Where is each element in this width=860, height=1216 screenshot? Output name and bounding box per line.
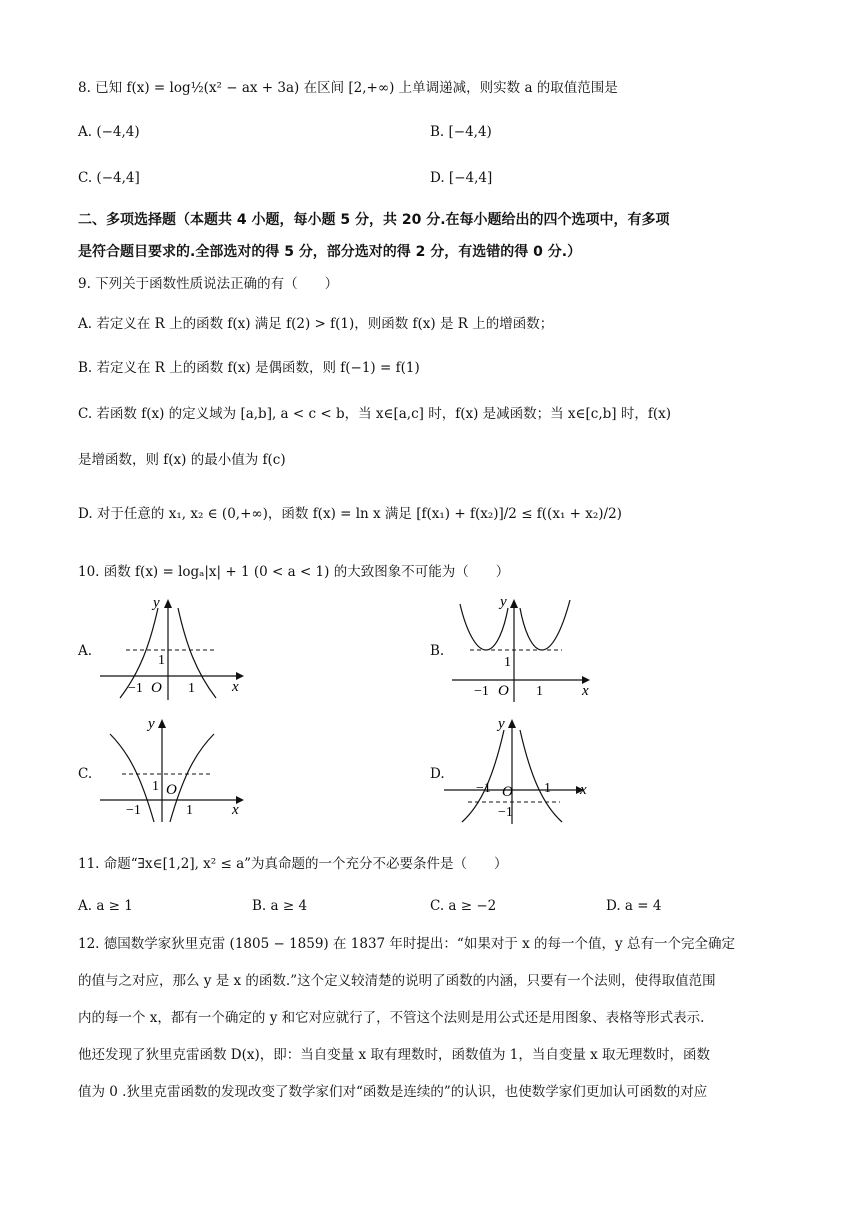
- y-axis-label: y: [153, 595, 160, 611]
- q9-option-d: D. 对于任意的 x₁, x₂ ∈ (0,+∞)，函数 f(x) = ln x 满足 [f(x₁) + f(x₂)]/2 ≤ f((x₁ + x₂)/2): [78, 506, 622, 522]
- q12-line1: 12. 德国数学家狄里克雷 (1805 − 1859) 在 1837 年时提出：“如果对于 x 的每一个值，y 总有一个完全确定: [78, 936, 735, 952]
- q12-line2: 的值与之对应，那么 y 是 x 的函数.”这个定义较清楚的说明了函数的内涵，只要有一个法则，使得取值范围: [78, 973, 716, 989]
- q10-stem: 10. 函数 f(x) = logₐ|x| + 1 (0 < a < 1) 的大致图象不可能为（ ）: [78, 564, 510, 580]
- q9-option-a: A. 若定义在 R 上的函数 f(x) 满足 f(2) > f(1)，则函数 f(x) 是 R 上的增函数；: [78, 316, 554, 332]
- q9-stem: 9. 下列关于函数性质说法正确的有（ ）: [78, 276, 339, 292]
- q8-stem: 8. 已知 f(x) = log½(x² − ax + 3a) 在区间 [2,+∞) 上单调递减，则实数 a 的取值范围是: [78, 80, 618, 96]
- svg-text:1: 1: [158, 653, 165, 668]
- svg-text:1: 1: [186, 803, 193, 818]
- q8-option-d: D. [−4,4]: [430, 170, 493, 186]
- svg-text:1: 1: [536, 684, 543, 699]
- q9-option-c-line1: C. 若函数 f(x) 的定义域为 [a,b], a < c < b，当 x∈[a,c] 时，f(x) 是减函数；当 x∈[c,b] 时，f(x): [78, 406, 672, 422]
- q10-graph-d: [440, 714, 600, 824]
- svg-text:x: x: [582, 683, 589, 699]
- svg-text:1: 1: [188, 681, 195, 696]
- q10-graph-b: [448, 594, 608, 704]
- svg-text:−1: −1: [498, 805, 513, 820]
- q9-option-c-line2: 是增函数，则 f(x) 的最小值为 f(c): [78, 452, 286, 468]
- q10-graph-c: [96, 714, 256, 824]
- svg-text:O: O: [166, 782, 177, 798]
- svg-text:O: O: [151, 680, 162, 696]
- svg-text:−1: −1: [126, 803, 141, 818]
- q12-line3: 内的每一个 x，都有一个确定的 y 和它对应就行了，不管这个法则是用公式还是用图象、表格等形式表示.: [78, 1010, 705, 1026]
- svg-text:−1: −1: [128, 681, 143, 696]
- q11-option-d: D. a = 4: [606, 898, 662, 914]
- q10-label-a: A.: [78, 643, 93, 659]
- q8-option-a: A. (−4,4): [78, 124, 140, 140]
- q10-graph-a: [96, 594, 256, 704]
- q9-option-b: B. 若定义在 R 上的函数 f(x) 是偶函数，则 f(−1) = f(1): [78, 360, 420, 376]
- q11-stem: 11. 命题“∃x∈[1,2], x² ≤ a”为真命题的一个充分不必要条件是（ ）: [78, 856, 508, 872]
- svg-text:y: y: [500, 594, 507, 610]
- q10-label-d: D.: [430, 766, 445, 782]
- q11-option-c: C. a ≥ −2: [430, 898, 497, 914]
- q11-option-a: A. a ≥ 1: [78, 898, 133, 914]
- svg-text:1: 1: [504, 655, 511, 670]
- q10-label-c: C.: [78, 766, 93, 782]
- svg-text:−1: −1: [474, 684, 489, 699]
- svg-text:O: O: [502, 784, 513, 800]
- svg-text:y: y: [498, 716, 505, 732]
- svg-text:1: 1: [152, 779, 159, 794]
- q12-line4: 他还发现了狄里克雷函数 D(x)，即：当自变量 x 取有理数时，函数值为 1，当自变量 x 取无理数时，函数: [78, 1047, 711, 1063]
- q12-line5: 值为 0 .狄里克雷函数的发现改变了数学家们对“函数是连续的”的认识，也使数学家们更加认可函数的对应: [78, 1084, 708, 1100]
- q10-label-b: B.: [430, 643, 445, 659]
- q8-option-b: B. [−4,4): [430, 124, 492, 140]
- section-heading-line1: 二、多项选择题（本题共 4 小题，每小题 5 分，共 20 分.在每小题给出的四个选项中，有多项: [78, 212, 670, 228]
- svg-text:O: O: [498, 683, 509, 699]
- svg-text:y: y: [148, 716, 155, 732]
- section-heading-line2: 是符合题目要求的.全部选对的得 5 分，部分选对的得 2 分，有选错的得 0 分.）: [78, 244, 582, 260]
- q11-option-b: B. a ≥ 4: [252, 898, 308, 914]
- q8-option-c: C. (−4,4]: [78, 170, 140, 186]
- svg-text:−1: −1: [476, 781, 491, 796]
- svg-text:x: x: [232, 802, 239, 818]
- x-axis-label: x: [232, 679, 239, 695]
- svg-text:x: x: [580, 782, 587, 798]
- svg-text:1: 1: [544, 781, 551, 796]
